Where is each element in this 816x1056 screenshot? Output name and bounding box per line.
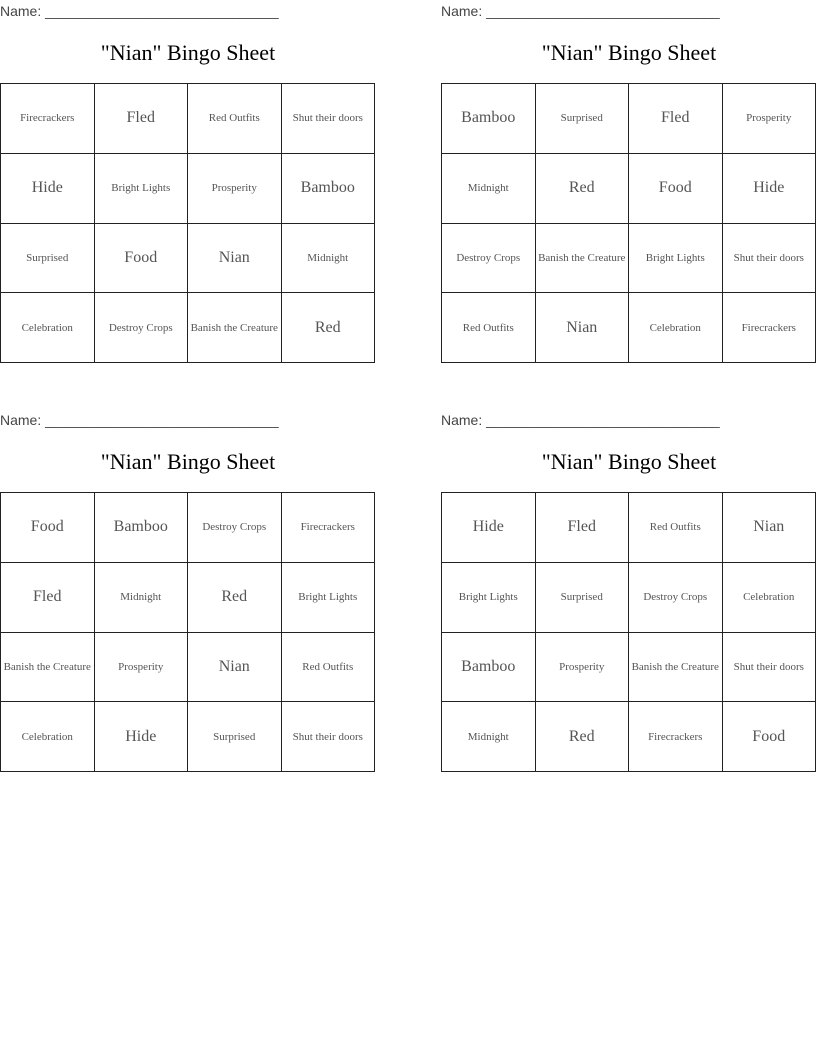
bingo-cell: Red xyxy=(536,154,630,224)
bingo-cell: Food xyxy=(1,493,95,563)
bingo-cell: Nian xyxy=(723,493,816,563)
bingo-cell: Hide xyxy=(442,493,536,563)
bingo-cell: Shut their doors xyxy=(723,633,816,703)
bingo-cell: Destroy Crops xyxy=(442,224,536,294)
bingo-cell: Banish the Creature xyxy=(536,224,630,294)
bingo-cell: Red xyxy=(536,702,630,772)
bingo-cell: Hide xyxy=(1,154,95,224)
bingo-cell: Midnight xyxy=(442,702,536,772)
bingo-grid xyxy=(0,83,375,363)
bingo-cell: Nian xyxy=(536,293,630,363)
bingo-cell: Firecrackers xyxy=(1,84,95,154)
bingo-cell: Shut their doors xyxy=(282,702,376,772)
bingo-cell: Red Outfits xyxy=(282,633,376,703)
name-field-label[interactable]: Name: ______________________________ xyxy=(0,3,279,19)
bingo-cell: Prosperity xyxy=(188,154,282,224)
name-field-label[interactable]: Name: ______________________________ xyxy=(441,3,720,19)
bingo-cell: Bamboo xyxy=(442,633,536,703)
bingo-cell: Midnight xyxy=(282,224,376,294)
bingo-cell: Red Outfits xyxy=(629,493,723,563)
bingo-cell: Nian xyxy=(188,224,282,294)
bingo-cell: Banish the Creature xyxy=(188,293,282,363)
bingo-cell: Red xyxy=(282,293,376,363)
bingo-cell: Shut their doors xyxy=(282,84,376,154)
bingo-cell: Banish the Creature xyxy=(629,633,723,703)
name-field-label[interactable]: Name: ______________________________ xyxy=(441,412,720,428)
bingo-cell: Red xyxy=(188,563,282,633)
bingo-cell: Celebration xyxy=(1,702,95,772)
bingo-cell: Surprised xyxy=(188,702,282,772)
bingo-cell: Bamboo xyxy=(95,493,189,563)
bingo-cell: Destroy Crops xyxy=(95,293,189,363)
bingo-cell: Fled xyxy=(95,84,189,154)
bingo-cell: Celebration xyxy=(1,293,95,363)
bingo-grid xyxy=(441,492,816,772)
bingo-grid xyxy=(441,83,816,363)
bingo-cell: Surprised xyxy=(536,84,630,154)
bingo-cell: Hide xyxy=(723,154,816,224)
bingo-cell: Bright Lights xyxy=(629,224,723,294)
bingo-cell: Banish the Creature xyxy=(1,633,95,703)
bingo-cell: Food xyxy=(629,154,723,224)
bingo-cell: Surprised xyxy=(536,563,630,633)
bingo-cell: Fled xyxy=(629,84,723,154)
bingo-cell: Fled xyxy=(536,493,630,563)
bingo-cell: Firecrackers xyxy=(282,493,376,563)
bingo-cell: Red Outfits xyxy=(442,293,536,363)
bingo-cell: Hide xyxy=(95,702,189,772)
sheet-title: "Nian" Bingo Sheet xyxy=(100,40,276,65)
sheet-title: "Nian" Bingo Sheet xyxy=(541,40,717,65)
sheet-title: "Nian" Bingo Sheet xyxy=(100,449,276,474)
bingo-cell: Prosperity xyxy=(723,84,816,154)
sheet-title: "Nian" Bingo Sheet xyxy=(541,449,717,474)
bingo-cell: Red Outfits xyxy=(188,84,282,154)
bingo-cell: Celebration xyxy=(723,563,816,633)
bingo-cell: Prosperity xyxy=(536,633,630,703)
bingo-cell: Bamboo xyxy=(282,154,376,224)
bingo-cell: Food xyxy=(723,702,816,772)
bingo-cell: Bamboo xyxy=(442,84,536,154)
bingo-cell: Nian xyxy=(188,633,282,703)
bingo-cell: Prosperity xyxy=(95,633,189,703)
bingo-cell: Shut their doors xyxy=(723,224,816,294)
bingo-grid xyxy=(0,492,375,772)
bingo-cell: Bright Lights xyxy=(282,563,376,633)
name-field-label[interactable]: Name: ______________________________ xyxy=(0,412,279,428)
bingo-cell: Firecrackers xyxy=(629,702,723,772)
bingo-cell: Destroy Crops xyxy=(629,563,723,633)
bingo-cell: Midnight xyxy=(95,563,189,633)
bingo-cell: Fled xyxy=(1,563,95,633)
bingo-cell: Food xyxy=(95,224,189,294)
bingo-cell: Bright Lights xyxy=(442,563,536,633)
bingo-cell: Bright Lights xyxy=(95,154,189,224)
bingo-cell: Midnight xyxy=(442,154,536,224)
bingo-cell: Celebration xyxy=(629,293,723,363)
bingo-cell: Firecrackers xyxy=(723,293,816,363)
bingo-cell: Destroy Crops xyxy=(188,493,282,563)
bingo-cell: Surprised xyxy=(1,224,95,294)
